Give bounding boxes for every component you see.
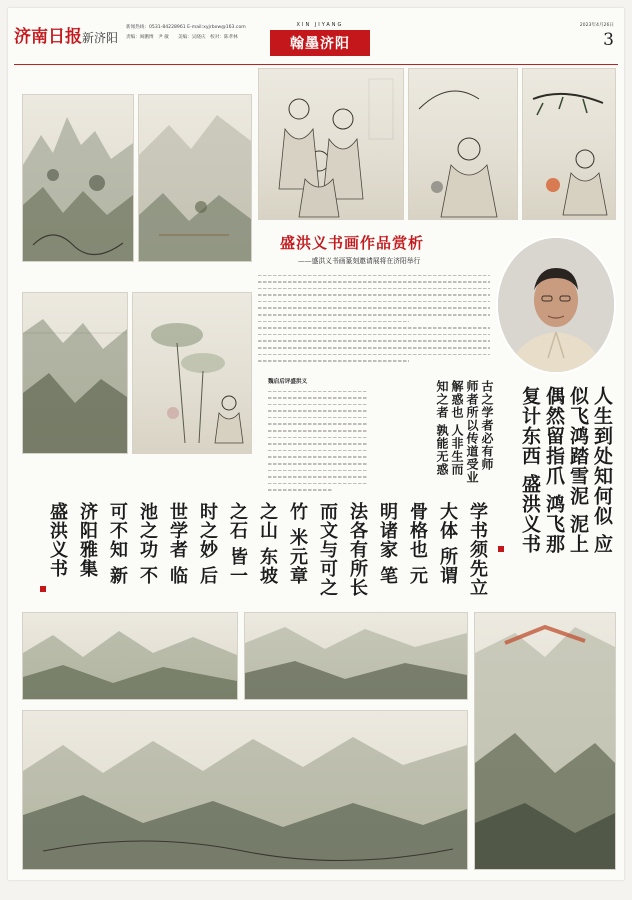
calligraphy-small-text: 古之学者必有师 师者所以传道受业解惑也 人非生而知之者 孰能无惑 [435, 380, 494, 484]
landscape-painting-7 [22, 710, 468, 870]
article-body [258, 272, 490, 364]
landscape-painting-3 [22, 292, 128, 454]
newspaper-page [8, 8, 624, 880]
header-contact: 新闻热线：0531-84228961 E-mail:xyjrbxw@163.com [126, 25, 246, 30]
text-line [268, 401, 368, 408]
text-line [258, 312, 490, 319]
red-seal [498, 546, 504, 552]
text-line [268, 428, 368, 435]
text-line [258, 318, 490, 325]
calligraphy-long [36, 502, 492, 602]
rubric-title: 翰墨济阳 [270, 30, 370, 56]
section-rubric [270, 22, 370, 56]
landscape-painting-1 [22, 94, 134, 262]
text-line [258, 305, 490, 312]
text-line [268, 434, 368, 441]
text-line [268, 408, 368, 415]
text-line [268, 461, 368, 468]
text-line [258, 331, 490, 338]
text-line [268, 441, 368, 448]
artist-portrait [496, 236, 616, 374]
text-line [268, 467, 368, 474]
page-number: 3 [603, 30, 614, 50]
masthead-title: 济南日报 [14, 27, 82, 47]
text-line [258, 285, 490, 292]
article-subtitle: ——盛洪义书画篆刻邀请展将在济阳举行 [298, 257, 421, 265]
header-editors: 责编：阎鹏博 尹 敏 美编：吴晓庆 校对：陈孝林 [126, 35, 238, 40]
text-line [268, 395, 368, 402]
text-line [258, 338, 490, 345]
text-line [268, 480, 368, 487]
text-line [258, 325, 490, 332]
lotus-painting [132, 292, 252, 454]
text-line [258, 358, 490, 365]
text-line [258, 345, 490, 352]
rubric-pinyin: XIN JIYANG [296, 22, 344, 28]
header-rule [14, 64, 618, 65]
text-line [258, 279, 490, 286]
article-title: 盛洪义书画作品赏析 [280, 234, 425, 252]
issue-date: 2023年4月26日 [579, 23, 614, 28]
text-line [268, 454, 368, 461]
text-line [268, 447, 368, 454]
landscape-painting-2 [138, 94, 252, 262]
figure-painting-sage [408, 68, 518, 220]
landscape-painting-4 [22, 612, 238, 700]
section-heading: 魏启后评盛洪义 [268, 379, 308, 385]
text-line [268, 421, 368, 428]
calligraphy-small [374, 380, 494, 488]
text-line [258, 351, 490, 358]
landscape-painting-5 [244, 612, 468, 700]
figure-painting-peach [522, 68, 616, 220]
calligraphy-long-text: 学书须先立大体 所谓骨格也 元明诸家 笔法各有所长 而文与可之竹 米元章之山 东坡之石 皆一时之妙 后世学者 临池之功 不可不知 新济阳雅集 盛洪义书 [47, 502, 488, 597]
calligraphy-right-text: 人生到处知何似 应似飞鸿踏雪泥 泥上偶然留指爪 鸿飞那复计东西 盛洪义书 [519, 386, 613, 554]
masthead-subtitle: 新济阳 [82, 31, 119, 45]
text-line [268, 474, 368, 481]
red-seal [40, 586, 46, 592]
figure-painting-scholars [258, 68, 404, 220]
landscape-painting-6 [474, 612, 616, 870]
text-line [258, 292, 490, 299]
calligraphy-right [496, 386, 614, 566]
text-line [258, 298, 490, 305]
masthead [14, 22, 118, 47]
text-line [258, 272, 490, 279]
text-line [268, 487, 368, 494]
text-line [268, 414, 368, 421]
review-body [268, 388, 368, 494]
text-line [268, 388, 368, 395]
